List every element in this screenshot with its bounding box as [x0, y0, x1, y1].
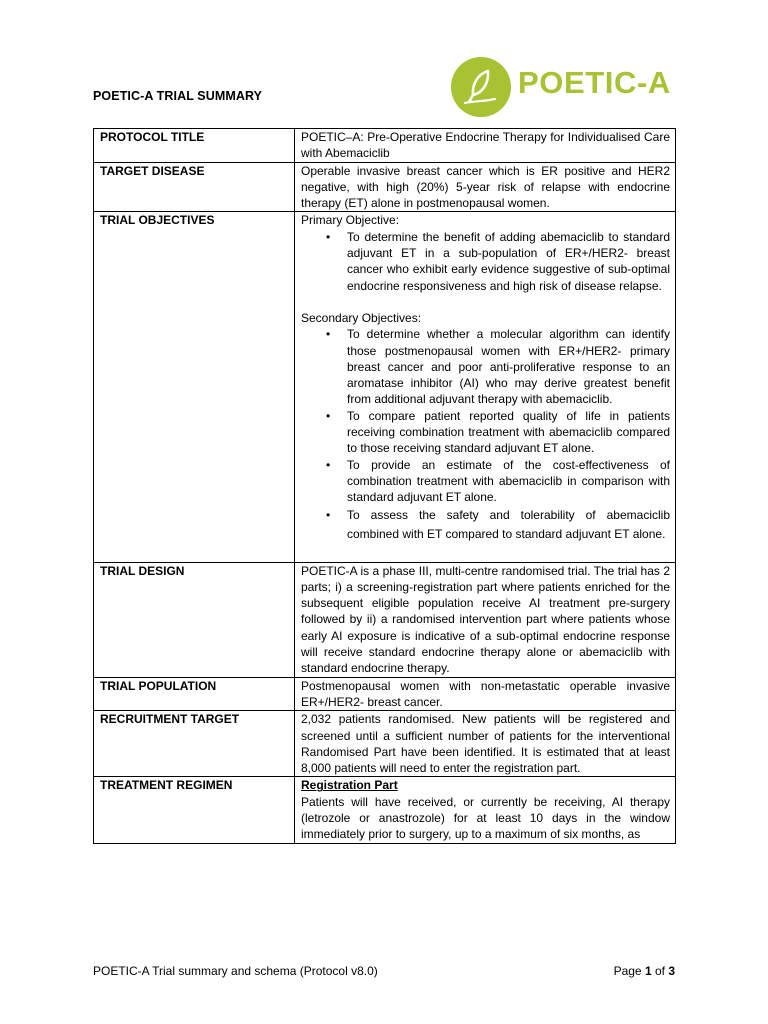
row-label-trial-population: TRIAL POPULATION — [94, 677, 295, 711]
list-item: • To assess the safety and tolerability of abemaciclib combined with ET compared to standard adjuvant ET alone. — [347, 506, 670, 544]
table-row — [94, 562, 676, 677]
logo-wordmark: POETIC-A — [518, 65, 671, 100]
primary-objective-list — [301, 229, 670, 294]
row-label-trial-design: TRIAL DESIGN — [94, 562, 295, 677]
treatment-regimen-value — [295, 777, 676, 843]
treatment-regimen-text: Patients will have received, or currently be receiving, AI therapy (letrozole or anastrozole) for at least 10 days in the window immediately prior to surgery, up to a maximum of six months, as — [301, 794, 670, 842]
row-label-recruitment-target: RECRUITMENT TARGET — [94, 711, 295, 777]
page-total: 3 — [668, 964, 675, 978]
table-row — [94, 212, 676, 562]
list-item: • To provide an estimate of the cost-effectiveness of combination treatment with abemaciclib in comparison with standard adjuvant ET alone. — [347, 457, 670, 506]
trial-objectives-value — [295, 212, 676, 562]
registration-part-heading: Registration Part — [301, 778, 398, 793]
poetic-a-logo — [451, 57, 673, 117]
table-row — [94, 162, 676, 212]
row-label-treatment-regimen: TREATMENT REGIMEN — [94, 777, 295, 843]
page-label: Page — [613, 964, 645, 978]
list-item: • To determine the benefit of adding abemaciclib to standard adjuvant ET in a sub-population of ER+/HER2- breast cancer who exhibit early evidence suggestive of sub-optimal endocrine responsiveness and high risk of disease relapse. — [347, 229, 670, 294]
trial-population-value: Postmenopausal women with non-metastatic operable invasive ER+/HER2- breast cancer. — [295, 677, 676, 711]
page-number — [614, 964, 675, 978]
page-title: POETIC-A TRIAL SUMMARY — [93, 89, 263, 103]
row-label-protocol-title: PROTOCOL TITLE — [94, 129, 295, 163]
page-current: 1 — [644, 964, 652, 978]
primary-objective-heading: Primary Objective: — [301, 213, 400, 228]
page-of: of — [651, 964, 669, 978]
secondary-objectives-list — [301, 326, 670, 543]
recruitment-target-value: 2,032 patients randomised. New patients will be registered and screened until a sufficient number of patients for the interventional Randomised Part have been identified. It is estimated that at least 8,000 patients will need to enter the registration part. — [295, 711, 676, 777]
trial-design-value: POETIC-A is a phase III, multi-centre randomised trial. The trial has 2 parts; i) a screening-registration part where patients enriched for the subsequent eligible population receive AI treatment pre-surgery followed by ii) a randomised intervention part where patients whose early AI exposure is indicative of a sub-optimal endocrine response will receive standard endocrine therapy alone or abemaciclib with standard endocrine therapy. — [295, 562, 676, 677]
table-row — [94, 777, 676, 843]
protocol-title-value: POETIC–A: Pre-Operative Endocrine Therapy for Individualised Care with Abemaciclib — [295, 129, 676, 163]
feather-logo-icon — [451, 57, 511, 117]
row-label-target-disease: TARGET DISEASE — [94, 162, 295, 212]
list-item: • To compare patient reported quality of life in patients receiving combination treatment with abemaciclib compared to those receiving standard adjuvant ET alone. — [347, 408, 670, 457]
table-row — [94, 677, 676, 711]
table-row — [94, 711, 676, 777]
trial-summary-table — [93, 128, 676, 844]
secondary-objectives-heading: Secondary Objectives: — [301, 310, 422, 325]
table-row — [94, 129, 676, 163]
target-disease-value: Operable invasive breast cancer which is ER positive and HER2 negative, with high (20%) 5-year risk of relapse with endocrine therapy (ET) alone in postmenopausal women. — [295, 162, 676, 212]
list-item: • To determine whether a molecular algorithm can identify those postmenopausal women with ER+/HER2- primary breast cancer and poor anti-proliferative response to an aromatase inhibitor (AI) who may derive greatest benefit from additional adjuvant therapy with abemaciclib. — [347, 326, 670, 407]
row-label-trial-objectives: TRIAL OBJECTIVES — [94, 212, 295, 562]
footer-document-title: POETIC-A Trial summary and schema (Protocol v8.0) — [93, 964, 378, 978]
